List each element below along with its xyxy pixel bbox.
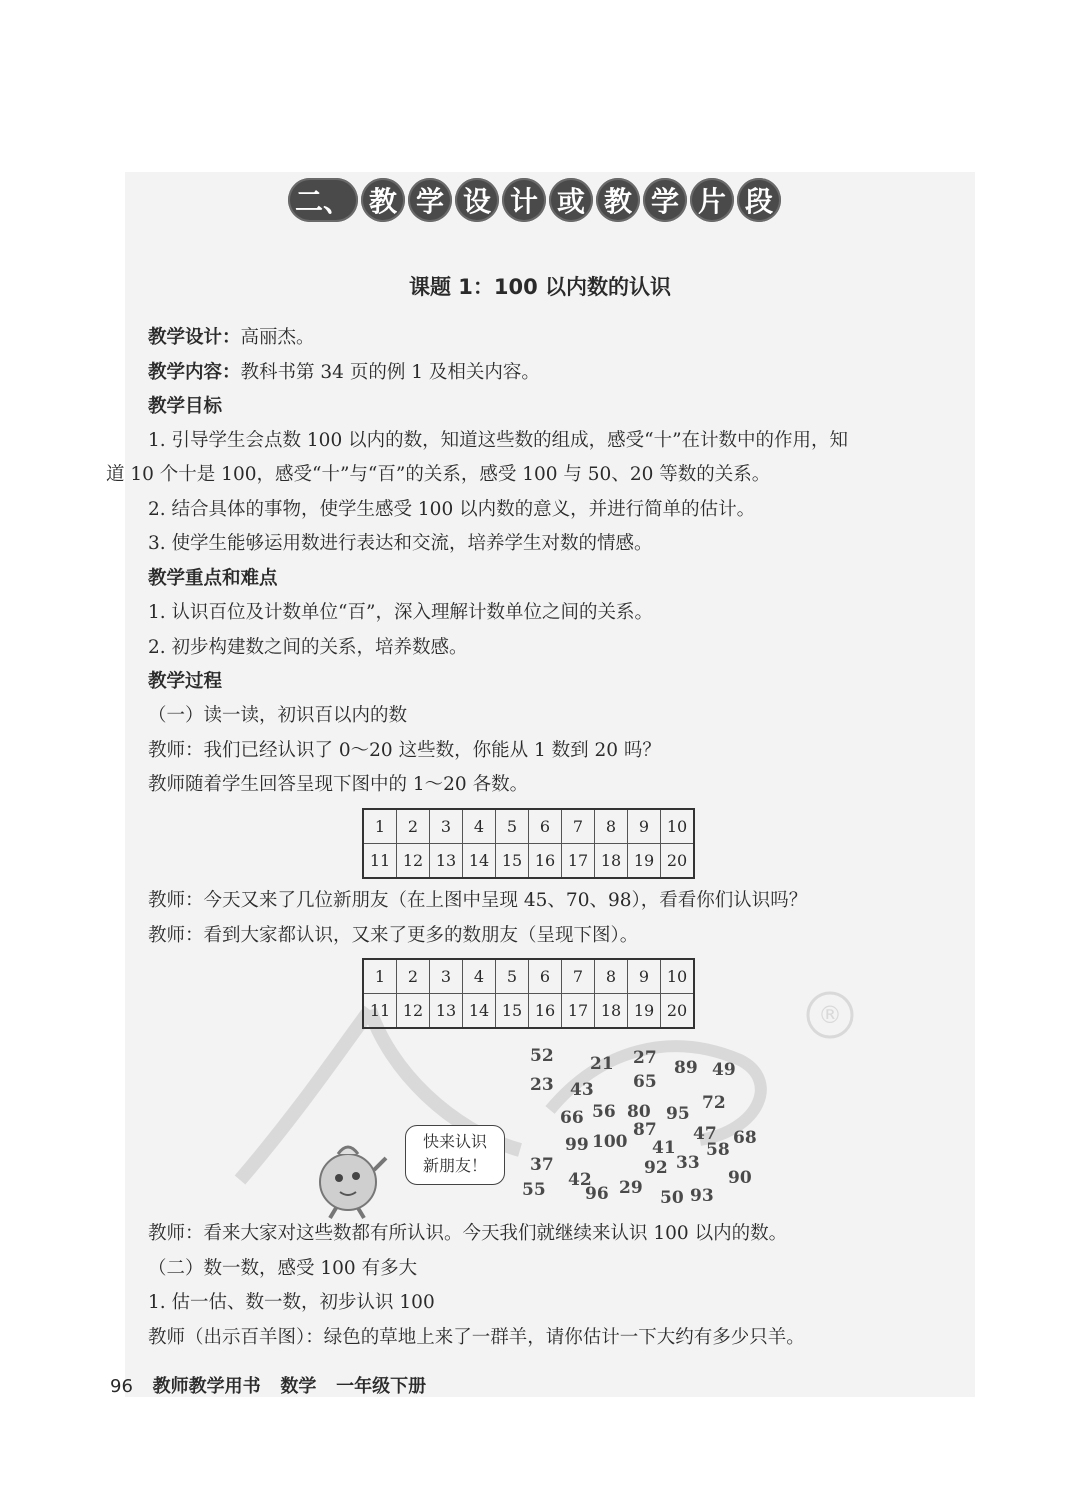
teacher-line: 教师：看到大家都认识，又来了更多的数朋友（呈现下图）。 xyxy=(148,925,639,946)
teacher-line: 教师（出示百羊图）：绿色的草地上来了一群羊，请你估计一下大约有多少只羊。 xyxy=(148,1327,805,1348)
designer-label: 教学设计： xyxy=(148,327,241,348)
process-step-1: （一）读一读，初识百以内的数 xyxy=(148,705,408,726)
page-number: 96 xyxy=(110,1376,133,1397)
table-cell: 4 xyxy=(463,959,496,994)
goal-1-line-1: 1. 引导学生会点数 100 以内的数，知道这些数的组成，感受“十”在计数中的作用，知 xyxy=(148,430,849,451)
section-banner xyxy=(288,178,781,222)
table-cell: 2 xyxy=(397,809,430,844)
bubble-text-1: 快来认识 xyxy=(422,1132,487,1151)
table-cell: 20 xyxy=(661,844,695,879)
speech-bubble xyxy=(405,1125,505,1185)
bubble-text-2: 新朋友！ xyxy=(422,1156,487,1175)
table-cell: 11 xyxy=(363,844,397,879)
number-table xyxy=(362,958,695,1029)
table-row xyxy=(363,844,694,879)
grade-name: 一年级下册 xyxy=(336,1376,427,1397)
scattered-number: 43 xyxy=(570,1080,594,1100)
goal-1-line-2: 道 10 个十是 100，感受“十”与“百”的关系，感受 100 与 50、20 等数的关系。 xyxy=(106,464,771,485)
heading-goals: 教学目标 xyxy=(148,396,223,417)
teacher-line: 教师：我们已经认识了 0～20 这些数，你能从 1 数到 20 吗？ xyxy=(148,740,661,761)
scattered-number: 23 xyxy=(530,1075,554,1095)
scattered-number: 33 xyxy=(676,1153,700,1173)
page-footer xyxy=(110,1372,426,1398)
banner-char: 段 xyxy=(737,178,781,222)
scattered-number: 68 xyxy=(733,1128,757,1148)
teacher-line: 教师：看来大家对这些数都有所认识。今天我们就继续来认识 100 以内的数。 xyxy=(148,1223,788,1244)
goal-3: 3. 使学生能够运用数进行表达和交流，培养学生对数的情感。 xyxy=(148,533,653,554)
designer-line xyxy=(148,325,315,351)
scattered-number: 21 xyxy=(590,1054,614,1074)
table-cell: 8 xyxy=(595,809,628,844)
table-cell: 11 xyxy=(363,994,397,1029)
scattered-number: 52 xyxy=(530,1046,554,1066)
table-cell: 18 xyxy=(595,994,628,1029)
table-row xyxy=(363,994,694,1029)
scattered-number: 42 xyxy=(568,1170,592,1190)
scattered-number: 89 xyxy=(674,1058,698,1078)
scattered-number: 96 xyxy=(585,1184,609,1204)
table-cell: 16 xyxy=(529,994,562,1029)
table-cell: 3 xyxy=(430,959,463,994)
table-cell: 20 xyxy=(661,994,695,1029)
scattered-number: 50 xyxy=(660,1188,684,1208)
table-cell: 19 xyxy=(628,994,661,1029)
scattered-number: 87 xyxy=(633,1120,657,1140)
table-cell: 6 xyxy=(529,959,562,994)
table-cell: 19 xyxy=(628,844,661,879)
table-row xyxy=(363,959,694,994)
scattered-number: 29 xyxy=(619,1178,643,1198)
table-cell: 14 xyxy=(463,994,496,1029)
table-cell: 9 xyxy=(628,959,661,994)
table-cell: 10 xyxy=(661,809,695,844)
table-cell: 7 xyxy=(562,959,595,994)
heading-process: 教学过程 xyxy=(148,671,223,692)
scattered-number: 41 xyxy=(652,1138,676,1158)
subject-name: 数学 xyxy=(280,1376,317,1397)
designer-name: 高丽杰。 xyxy=(240,327,315,348)
scattered-number: 100 xyxy=(592,1132,628,1152)
table-cell: 18 xyxy=(595,844,628,879)
table-cell: 4 xyxy=(463,809,496,844)
registered-mark: ® xyxy=(818,1001,842,1029)
table-cell: 10 xyxy=(661,959,695,994)
table-cell: 6 xyxy=(529,809,562,844)
scattered-number: 58 xyxy=(706,1140,730,1160)
scattered-number: 90 xyxy=(728,1168,752,1188)
banner-char: 二、 xyxy=(288,178,358,222)
scattered-number: 80 xyxy=(627,1102,651,1122)
table-cell: 17 xyxy=(562,994,595,1029)
banner-char: 教 xyxy=(361,178,405,222)
table-cell: 16 xyxy=(529,844,562,879)
table-row xyxy=(363,809,694,844)
sub-step-1: 1. 估一估、数一数，初步认识 100 xyxy=(148,1292,435,1313)
scattered-number: 95 xyxy=(666,1104,690,1124)
table-cell: 13 xyxy=(430,844,463,879)
banner-char: 学 xyxy=(408,178,452,222)
number-table xyxy=(362,808,695,879)
mascot-illustration xyxy=(308,1130,390,1220)
scattered-number: 37 xyxy=(530,1155,554,1175)
table-cell: 12 xyxy=(397,844,430,879)
table-cell: 17 xyxy=(562,844,595,879)
heading-key-points: 教学重点和难点 xyxy=(148,568,278,589)
table-cell: 1 xyxy=(363,809,397,844)
content-text: 教科书第 34 页的例 1 及相关内容。 xyxy=(240,362,540,383)
lesson-title: 课题 1：100 以内数的认识 xyxy=(408,275,672,299)
table-cell: 1 xyxy=(363,959,397,994)
banner-char: 设 xyxy=(455,178,499,222)
content-label: 教学内容： xyxy=(148,362,241,383)
table-cell: 12 xyxy=(397,994,430,1029)
scattered-number: 55 xyxy=(522,1180,546,1200)
teacher-line: 教师随着学生回答呈现下图中的 1～20 各数。 xyxy=(148,774,529,795)
table-cell: 13 xyxy=(430,994,463,1029)
scattered-number: 47 xyxy=(693,1124,717,1144)
table-cell: 5 xyxy=(496,959,529,994)
scattered-number: 49 xyxy=(712,1060,736,1080)
table-cell: 2 xyxy=(397,959,430,994)
table-cell: 9 xyxy=(628,809,661,844)
teacher-line: 教师：今天又来了几位新朋友（在上图中呈现 45、70、98），看看你们认识吗？ xyxy=(148,890,808,911)
table-cell: 15 xyxy=(496,844,529,879)
scattered-number: 65 xyxy=(633,1072,657,1092)
content-line xyxy=(148,360,540,386)
goal-2: 2. 结合具体的事物，使学生感受 100 以内数的意义，并进行简单的估计。 xyxy=(148,499,756,520)
table-cell: 8 xyxy=(595,959,628,994)
table-cell: 5 xyxy=(496,809,529,844)
key-point-2: 2. 初步构建数之间的关系，培养数感。 xyxy=(148,637,468,658)
table-cell: 14 xyxy=(463,844,496,879)
banner-char: 教 xyxy=(596,178,640,222)
scattered-number: 99 xyxy=(565,1135,589,1155)
table-cell: 15 xyxy=(496,994,529,1029)
scattered-number: 92 xyxy=(644,1158,668,1178)
process-step-2: （二）数一数，感受 100 有多大 xyxy=(148,1258,418,1279)
book-title: 教师教学用书 xyxy=(152,1376,261,1397)
scattered-number: 27 xyxy=(633,1048,657,1068)
scattered-number: 66 xyxy=(560,1108,584,1128)
banner-char: 学 xyxy=(643,178,687,222)
banner-char: 或 xyxy=(549,178,593,222)
key-point-1: 1. 认识百位及计数单位“百”，深入理解计数单位之间的关系。 xyxy=(148,602,653,623)
scattered-number: 56 xyxy=(592,1102,616,1122)
table-cell: 3 xyxy=(430,809,463,844)
scattered-number: 93 xyxy=(690,1186,714,1206)
banner-char: 计 xyxy=(502,178,546,222)
scattered-number: 72 xyxy=(702,1093,726,1113)
table-cell: 7 xyxy=(562,809,595,844)
banner-char: 片 xyxy=(690,178,734,222)
